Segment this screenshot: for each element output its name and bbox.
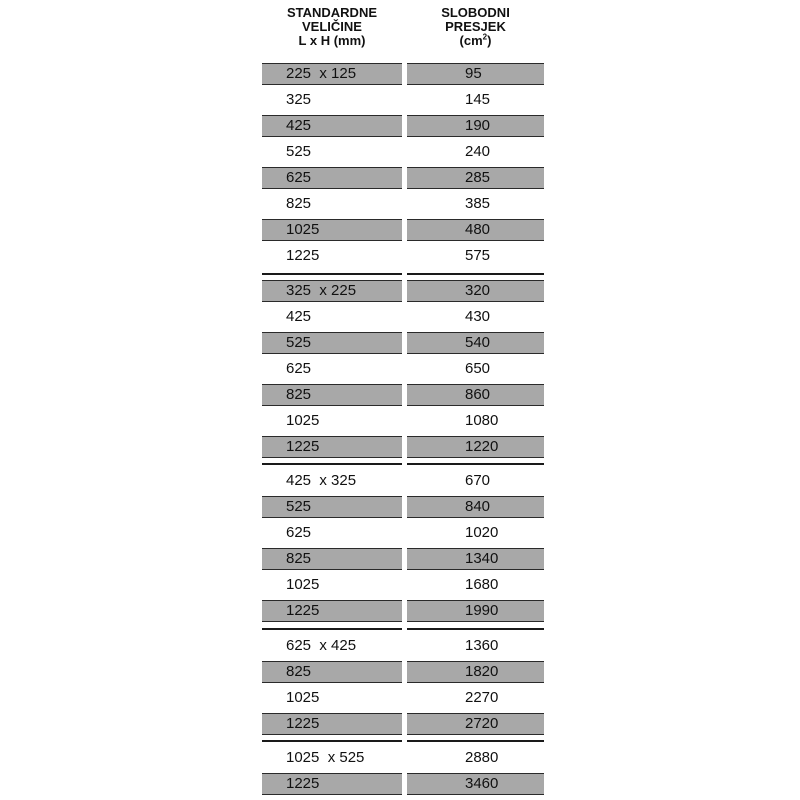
table-row: [0, 436, 800, 458]
header-left-line2: VELIČINE: [302, 19, 362, 34]
area-cell: 2880: [465, 749, 499, 766]
header-left-line3: L x H (mm): [298, 33, 366, 48]
size-cell: 425: [262, 115, 402, 137]
size-cell: 625: [262, 167, 402, 189]
table-row: [0, 773, 800, 795]
size-cell: 1225: [286, 247, 320, 264]
header-right-line1: SLOBODNI: [441, 5, 510, 20]
area-cell: 145: [465, 91, 491, 108]
header-right-line2: PRESJEK: [445, 19, 506, 34]
table-row: [0, 63, 800, 85]
size-cell: 425 x 325: [286, 472, 357, 489]
size-cell: 425: [286, 308, 312, 325]
table-row: [0, 115, 800, 137]
area-cell: 1680: [465, 576, 499, 593]
table-row: [0, 245, 800, 267]
area-cell: 540: [407, 332, 544, 354]
group-separator-right: [407, 740, 544, 742]
size-cell: 525: [286, 143, 312, 160]
area-cell: 670: [465, 472, 491, 489]
area-cell: 385: [465, 195, 491, 212]
table-row: [0, 306, 800, 328]
table-row: [0, 635, 800, 657]
group-separator-left: [262, 740, 402, 742]
size-cell: 625 x 425: [286, 637, 357, 654]
size-cell: 825: [286, 195, 312, 212]
area-cell: 95: [407, 63, 544, 85]
table-row: [0, 713, 800, 735]
size-cell: 825: [262, 384, 402, 406]
group-separator-right: [407, 463, 544, 465]
group-separator-right: [407, 273, 544, 275]
size-cell: 325: [286, 91, 312, 108]
size-cell: 1225: [262, 600, 402, 622]
table-row: [0, 470, 800, 492]
area-cell: 2720: [407, 713, 544, 735]
size-cell: 625: [286, 524, 312, 541]
area-cell: 320: [407, 280, 544, 302]
table-row: [0, 384, 800, 406]
size-cell: 1025: [286, 689, 320, 706]
size-cell: 525: [262, 332, 402, 354]
area-cell: 430: [465, 308, 491, 325]
area-cell: 1340: [407, 548, 544, 570]
header-right-unit-sup: 2: [482, 32, 488, 42]
area-cell: 3460: [407, 773, 544, 795]
table-row: [0, 600, 800, 622]
table-row: [0, 687, 800, 709]
area-cell: 190: [407, 115, 544, 137]
table-row: [0, 193, 800, 215]
size-cell: 825: [262, 548, 402, 570]
size-cell: 1225: [262, 773, 402, 795]
table-row: [0, 219, 800, 241]
size-cell: 1025: [262, 219, 402, 241]
table-row: [0, 747, 800, 769]
group-separator-left: [262, 628, 402, 630]
size-cell: 1225: [262, 713, 402, 735]
table-row: [0, 332, 800, 354]
area-cell: 285: [407, 167, 544, 189]
group-separator-right: [407, 628, 544, 630]
size-cell: 1025: [286, 412, 320, 429]
area-cell: 1080: [465, 412, 499, 429]
header-right-unit-end: ): [487, 33, 492, 48]
size-cell: 225 x 125: [262, 63, 402, 85]
table-row: [0, 522, 800, 544]
size-cell: 825: [262, 661, 402, 683]
group-separator-left: [262, 463, 402, 465]
header-right-unit-base: (cm: [459, 33, 483, 48]
table-row: [0, 574, 800, 596]
table-row: [0, 167, 800, 189]
area-cell: 2270: [465, 689, 499, 706]
area-cell: 240: [465, 143, 491, 160]
size-cell: 1225: [262, 436, 402, 458]
size-cell: 1025 x 525: [286, 749, 365, 766]
area-cell: 1220: [407, 436, 544, 458]
area-cell: 650: [465, 360, 491, 377]
header-left-line1: STANDARDNE: [286, 5, 378, 20]
area-cell: 1020: [465, 524, 499, 541]
area-cell: 480: [407, 219, 544, 241]
table-row: [0, 358, 800, 380]
size-cell: 325 x 225: [262, 280, 402, 302]
area-cell: 860: [407, 384, 544, 406]
area-cell: 1360: [465, 637, 499, 654]
group-separator-left: [262, 273, 402, 275]
table-row: [0, 280, 800, 302]
area-cell: 1820: [407, 661, 544, 683]
size-cell: 625: [286, 360, 312, 377]
table-row: [0, 141, 800, 163]
table-row: [0, 89, 800, 111]
area-cell: 1990: [407, 600, 544, 622]
size-cell: 525: [262, 496, 402, 518]
table-row: [0, 661, 800, 683]
table-row: [0, 496, 800, 518]
table-row: [0, 410, 800, 432]
area-cell: 575: [465, 247, 491, 264]
table-row: [0, 548, 800, 570]
area-cell: 840: [407, 496, 544, 518]
size-cell: 1025: [286, 576, 320, 593]
